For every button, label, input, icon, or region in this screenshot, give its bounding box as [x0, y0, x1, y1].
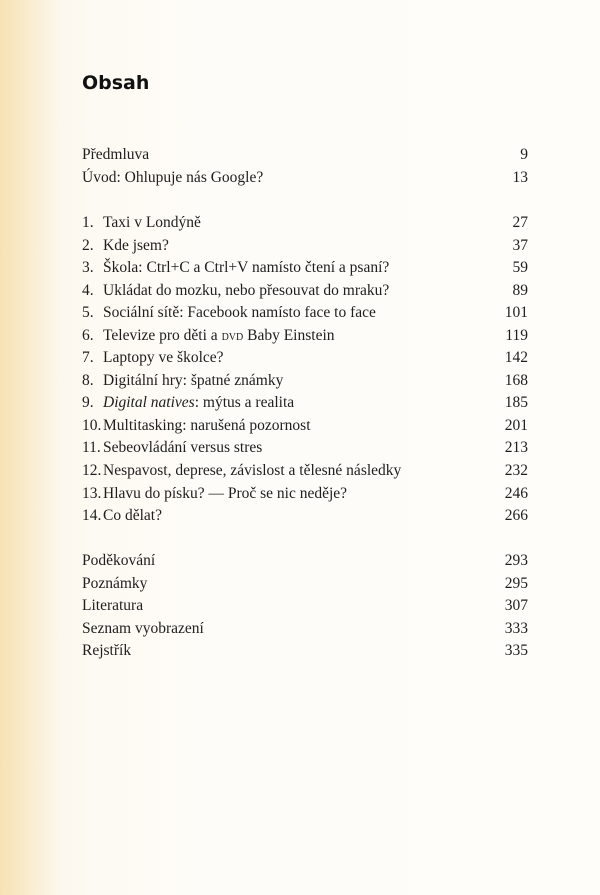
toc-chapter-9[interactable]: [82, 392, 528, 414]
toc-chapter-1[interactable]: [82, 212, 528, 234]
toc-entry-page: 9: [520, 146, 528, 163]
toc-entry-label: Sebeovládání versus stres: [103, 439, 263, 456]
toc-entry-seznam-vyobrazeni[interactable]: [82, 618, 528, 640]
toc-entry-label: Literatura: [82, 597, 144, 614]
toc-entry-label: Škola: Ctrl+C a Ctrl+V namísto čtení a psaní?: [103, 259, 390, 276]
toc-entry-label: [103, 325, 335, 347]
toc-entry-page: 185: [504, 394, 528, 411]
toc-entry-page: 293: [504, 552, 528, 569]
toc-entry-label: Poznámky: [82, 575, 148, 592]
toc-entry-label: Kde jsem?: [103, 237, 169, 254]
toc-chapter-number: 11.: [82, 439, 101, 456]
toc-chapter-6[interactable]: [82, 325, 528, 347]
toc-chapter-3[interactable]: [82, 257, 528, 279]
toc-entry-literatura[interactable]: [82, 595, 528, 617]
toc-entry-page: 37: [512, 237, 528, 254]
toc-chapter-number: 10.: [82, 417, 102, 434]
toc-entry-label: Hlavu do písku? — Proč se nic neděje?: [103, 485, 348, 502]
page-title: Obsah: [82, 72, 150, 94]
toc-label-italic: Digital natives: [103, 394, 195, 411]
toc-entry-page: 201: [504, 417, 528, 434]
toc-chapter-5[interactable]: [82, 302, 528, 324]
toc-label-text: Baby Einstein: [243, 327, 335, 344]
toc-entry-page: 119: [505, 327, 528, 344]
toc-entry-page: 246: [504, 485, 528, 502]
toc-entry-predmluva[interactable]: [82, 144, 528, 166]
toc-entry-page: 59: [512, 259, 528, 276]
toc-chapter-14[interactable]: [82, 505, 528, 527]
toc-entry-page: 333: [504, 620, 528, 637]
toc-entry-page: 142: [504, 349, 528, 366]
toc-label-smallcaps: dvd: [221, 328, 244, 344]
toc-label-text: Televize pro děti a: [103, 327, 222, 344]
toc-entry-label: Laptopy ve školce?: [103, 349, 224, 366]
toc-chapter-number: 5.: [82, 304, 94, 321]
toc-entry-label: Nespavost, deprese, závislost a tělesné následky: [103, 462, 402, 479]
toc-chapter-number: 12.: [82, 462, 102, 479]
toc-entry-label: Rejstřík: [82, 642, 132, 659]
toc-chapter-7[interactable]: [82, 347, 528, 369]
toc-chapter-number: 14.: [82, 507, 102, 524]
toc-chapter-number: 2.: [82, 237, 94, 254]
toc-entry-page: 89: [512, 282, 528, 299]
toc-chapter-number: 4.: [82, 282, 94, 299]
toc-entry-page: 168: [504, 372, 528, 389]
toc-entry-label: Úvod: Ohlupuje nás Google?: [82, 169, 264, 186]
toc-entry-page: 27: [512, 214, 528, 231]
toc-entry-label: Sociální sítě: Facebook namísto face to face: [103, 304, 376, 321]
toc-entry-label: Předmluva: [82, 146, 150, 163]
toc-entry-label: Seznam vyobrazení: [82, 620, 204, 637]
toc-chapter-11[interactable]: [82, 437, 528, 459]
toc-entry-poznamky[interactable]: [82, 573, 528, 595]
toc-entry-label: Digitální hry: špatné známky: [103, 372, 284, 389]
toc-entry-label: Multitasking: narušená pozornost: [103, 417, 311, 434]
toc-chapter-8[interactable]: [82, 370, 528, 392]
toc-entry-page: 266: [504, 507, 528, 524]
toc-entry-page: 232: [504, 462, 528, 479]
toc-label-text: : mýtus a realita: [194, 394, 295, 411]
toc-entry-label: Co dělat?: [103, 507, 162, 524]
toc-chapter-number: 3.: [82, 259, 94, 276]
toc-entry-label: Ukládat do mozku, nebo přesouvat do mraku?: [103, 282, 390, 299]
toc-chapter-13[interactable]: [82, 483, 528, 505]
toc-chapter-10[interactable]: [82, 415, 528, 437]
toc-entry-label: Poděkování: [82, 552, 156, 569]
toc-entry-label: [103, 392, 294, 414]
toc-entry-uvod[interactable]: [82, 167, 528, 189]
toc-chapter-4[interactable]: [82, 280, 528, 302]
toc-entry-page: 335: [504, 642, 528, 659]
toc-entry-podekovani[interactable]: [82, 550, 528, 572]
toc-entry-page: 101: [504, 304, 528, 321]
toc-entry-rejstrik[interactable]: [82, 640, 528, 662]
toc-chapter-number: 6.: [82, 327, 94, 344]
toc-chapter-number: 1.: [82, 214, 94, 231]
toc-entry-page: 213: [504, 439, 528, 456]
toc-chapter-number: 7.: [82, 349, 94, 366]
toc-entry-page: 13: [512, 169, 528, 186]
toc-chapter-number: 8.: [82, 372, 94, 389]
toc-chapter-number: 9.: [82, 394, 94, 411]
toc-chapter-number: 13.: [82, 485, 102, 502]
toc-entry-page: 307: [504, 597, 528, 614]
toc-entry-label: Taxi v Londýně: [103, 214, 201, 231]
page-edge-shading: [0, 0, 60, 895]
toc-chapter-12[interactable]: [82, 460, 528, 482]
toc-entry-page: 295: [504, 575, 528, 592]
toc-chapter-2[interactable]: [82, 235, 528, 257]
